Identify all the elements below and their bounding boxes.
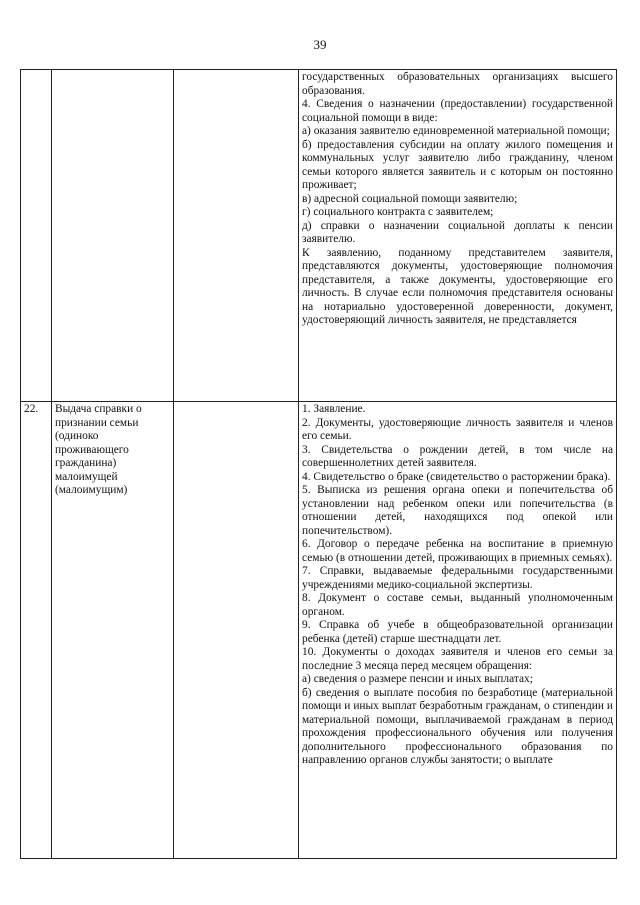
table-row xyxy=(21,70,617,402)
empty-cell xyxy=(174,70,299,402)
paragraph: 6. Договор о передаче ребенка на воспитание в приемную семью (в отношении детей, проживающих в приемных семьях). xyxy=(302,538,613,564)
paragraph: в) адресной социальной помощи заявителю; xyxy=(302,192,518,205)
requirements-cell xyxy=(299,70,617,402)
paragraph: 8. Документ о составе семьи, выданный уполномоченным органом. xyxy=(302,592,613,618)
paragraph: г) социального контракта с заявителем; xyxy=(302,206,494,218)
paragraph: 5. Выписка из решения органа опеки и попечительства об установлении над ребенком опеки или попечительства (в отношении детей, находящихся под опекой или попечительством). xyxy=(302,484,613,537)
paragraph: 7. Справки, выдаваемые федеральными государственными учреждениями медико-социальной экспертизы. xyxy=(302,565,613,591)
paragraph: 1. Заявление. xyxy=(302,403,366,415)
paragraph: 2. Документы, удостоверяющие личность заявителя и членов его семьи. xyxy=(302,416,613,442)
paragraph: 10. Документы о доходах заявителя и членов его семьи за последние 3 месяца перед месяцем обращения: xyxy=(302,646,613,672)
service-name-cell: Выдача справки о признании семьи (одиноко проживающего гражданина) малоимущей (малоимущим) xyxy=(52,402,174,859)
requirements-cell xyxy=(299,402,617,859)
paragraph: б) предоставления субсидии на оплату жилого помещения и коммунальных услуг заявителю либо гражданину, членом семьи которого является заявитель и с которым он постоянно проживает; xyxy=(302,138,613,191)
paragraph: б) сведения о выплате пособия по безработице (материальной помощи и иных выплат безработным гражданам, о стипендии и материальной помощи, выплачиваемой гражданам в период прохождения профессионального обучения или получения дополнительного профессионального образования по направлению органов службы занятости; о выплате xyxy=(302,686,613,766)
paragraph: 4. Сведения о назначении (предоставлении) государственной социальной помощи в виде: xyxy=(302,98,613,124)
paragraph: д) справки о назначении социальной доплаты к пенсии заявителю. xyxy=(302,219,613,245)
paragraph: 4. Свидетельство о браке (свидетельство о расторжении брака). xyxy=(302,470,611,483)
empty-cell xyxy=(174,402,299,859)
service-name-cell xyxy=(52,70,174,402)
table-row xyxy=(21,402,617,859)
paragraph: К заявлению, поданному представителем заявителя, представляются документы, удостоверяющие полномочия представителя, а также документы, удостоверяющие его личность. В случае если полномочия представителя основаны на нотариально удостоверенной доверенности, документ, удостоверяющий личность заявителя, не представляется xyxy=(302,246,613,326)
paragraph: а) оказания заявителю единовременной материальной помощи; xyxy=(302,125,610,137)
page-number: 39 xyxy=(313,37,327,52)
row-number-cell: 22. xyxy=(21,402,52,859)
paragraph: государственных образовательных организациях высшего образования. xyxy=(302,71,613,97)
paragraph: 9. Справка об учебе в общеобразовательной организации ребенка (детей) старше шестнадцати лет. xyxy=(302,619,613,645)
row-number-cell xyxy=(21,70,52,402)
services-table xyxy=(20,69,617,859)
paragraph: а) сведения о размере пенсии и иных выплатах; xyxy=(302,673,533,685)
paragraph: 3. Свидетельства о рождении детей, в том числе на совершеннолетних детей заявителя. xyxy=(302,443,613,469)
